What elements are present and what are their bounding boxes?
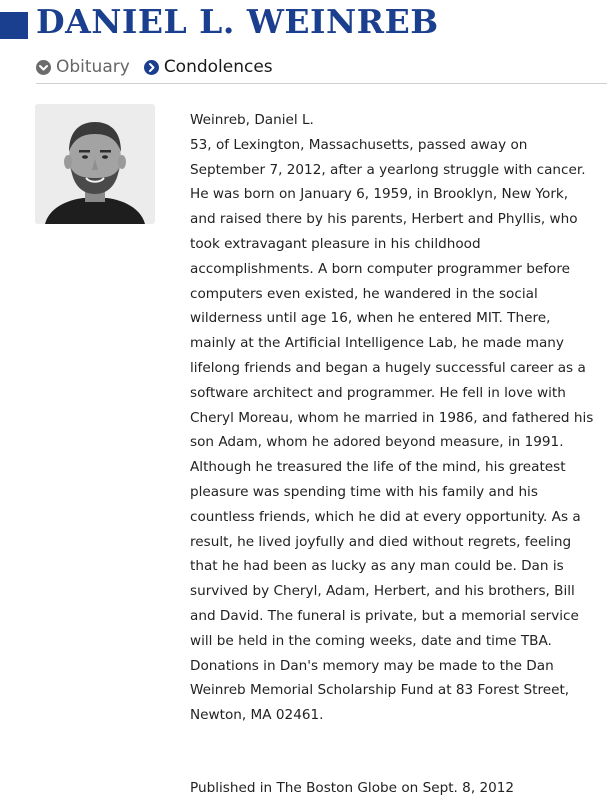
portrait-illustration	[35, 104, 155, 224]
obituary-nav	[36, 56, 273, 78]
header-divider	[36, 83, 607, 84]
chevron-right-circle-icon	[144, 60, 159, 75]
nav-obituary-label: Obituary	[56, 57, 130, 77]
chevron-down-circle-icon	[36, 60, 51, 75]
title-accent-bar	[0, 12, 28, 39]
obituary-body: 53, of Lexington, Massachusetts, passed away on September 7, 2012, after a yearlong struggle with cancer. He was born on January 6, 1959, in Brooklyn, New York, and raised there by his parents, Herbert and Phyllis, who took extravagant pleasure in his childhood accomplishments. A born computer programmer before computers even existed, he wandered in the social wilderness until age 16, when he entered MIT. There, mainly at the Artificial Intelligence Lab, he made many lifelong friends and began a hugely successful career as a software architect and programmer. He fell in love with Cheryl Moreau, whom he married in 1986, and fathered his son Adam, whom he adored beyond measure, in 1991. Although he treasured the life of the mind, his greatest pleasure was spending time with his family and his countless friends, which he did at every opportunity. As a result, he lived joyfully and died without regrets, feeling that he had been as lucky as any man could be. Dan is survived by Cheryl, Adam, Herbert, and his brothers, Bill and David. The funeral is private, but a memorial service will be held in the coming weeks, date and time TBA. Donations in Dan's memory may be made to the Dan Weinreb Memorial Scholarship Fund at 83 Forest Street, Newton, MA 02461.	[190, 136, 594, 724]
nav-condolences-label: Condolences	[163, 57, 273, 77]
nav-obituary-link[interactable]	[36, 57, 130, 77]
published-note: Published in The Boston Globe on Sept. 8, 2012	[190, 780, 515, 796]
nav-condolences-link[interactable]	[144, 57, 273, 77]
page-title: DANIEL L. WEINREB	[36, 2, 439, 41]
portrait-photo	[35, 104, 155, 224]
obituary-name-line: Weinreb, Daniel L.	[190, 112, 314, 128]
obituary-text	[190, 108, 595, 728]
